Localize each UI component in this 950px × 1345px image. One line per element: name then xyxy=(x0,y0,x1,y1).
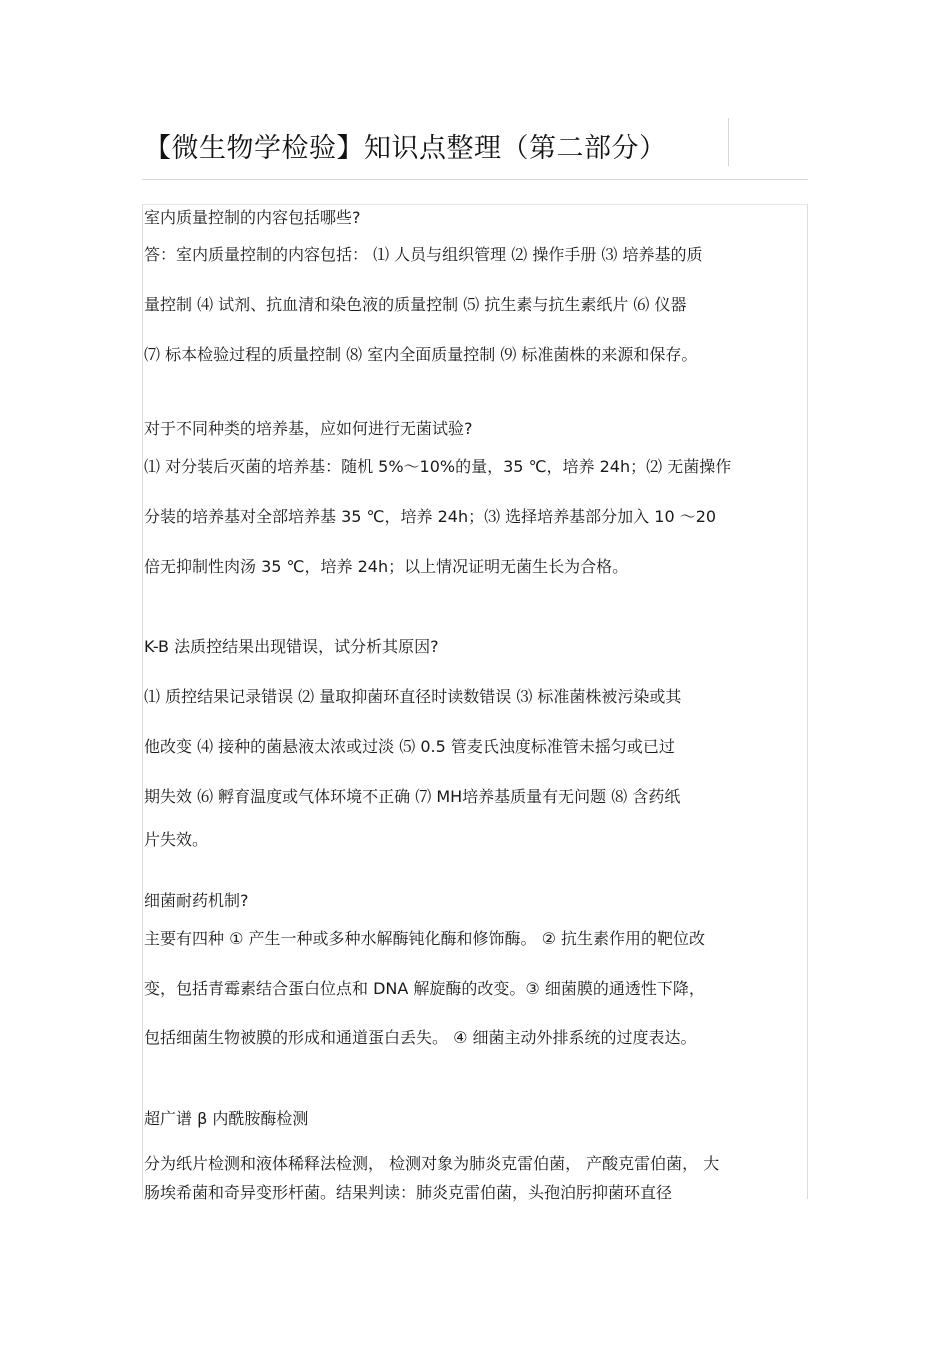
question-heading: 室内质量控制的内容包括哪些? xyxy=(144,208,361,227)
text-line: 量控制 ⑷ 试剂、抗血清和染色液的质量控制 ⑸ 抗生素与抗生素纸片 ⑹ 仪器 xyxy=(144,295,687,314)
question-heading: 超广谱 β 内酰胺酶检测 xyxy=(144,1109,309,1128)
question-heading: 细菌耐药机制? xyxy=(144,891,249,910)
question-heading: K-B 法质控结果出现错误，试分析其原因? xyxy=(144,637,439,656)
text-line: 分装的培养基对全部培养基 35 ℃，培养 24h；⑶ 选择培养基部分加入 10 ～20 xyxy=(144,507,717,526)
header-rule xyxy=(142,179,808,180)
text-line: ⑺ 标本检验过程的质量控制 ⑻ 室内全面质量控制 ⑼ 标准菌株的来源和保存。 xyxy=(144,345,698,364)
text-line: 主要有四种 ① 产生一种或多种水解酶钝化酶和修饰酶。 ② 抗生素作用的靶位改 xyxy=(144,929,706,948)
text-line: 倍无抑制性肉汤 35 ℃，培养 24h；以上情况证明无菌生长为合格。 xyxy=(144,557,629,576)
question-heading: 对于不同种类的培养基，应如何进行无菌试验? xyxy=(144,419,473,438)
text-line: 分为纸片检测和液体稀释法检测， 检测对象为肺炎克雷伯菌， 产酸克雷伯菌， 大 xyxy=(144,1154,720,1173)
text-line: 期失效 ⑹ 孵育温度或气体环境不正确 ⑺ MH培养基质量有无问题 ⑻ 含药纸 xyxy=(144,787,681,806)
title-divider xyxy=(728,118,729,166)
text-line: ⑴ 质控结果记录错误 ⑵ 量取抑菌环直径时读数错误 ⑶ 标准菌株被污染或其 xyxy=(144,687,682,706)
text-line: 包括细菌生物被膜的形成和通道蛋白丢失。 ④ 细菌主动外排系统的过度表达。 xyxy=(144,1028,697,1047)
text-line: 片失效。 xyxy=(144,830,209,849)
document-title: 【微生物学检验】知识点整理（第二部分） xyxy=(144,133,667,164)
text-line: 他改变 ⑷ 接种的菌悬液太浓或过淡 ⑸ 0.5 管麦氏浊度标准管未摇匀或已过 xyxy=(144,737,675,756)
text-line: 肠埃希菌和奇异变形杆菌。结果判读：肺炎克雷伯菌，头孢泊肟抑菌环直径 xyxy=(144,1183,673,1202)
text-line: 答：室内质量控制的内容包括： ⑴ 人员与组织管理 ⑵ 操作手册 ⑶ 培养基的质 xyxy=(144,245,703,264)
text-line: ⑴ 对分装后灭菌的培养基：随机 5%～10%的量，35 ℃，培养 24h；⑵ 无菌操作 xyxy=(144,457,732,476)
text-line: 变，包括青霉素结合蛋白位点和 DNA 解旋酶的改变。③ 细菌膜的通透性下降， xyxy=(144,979,705,998)
